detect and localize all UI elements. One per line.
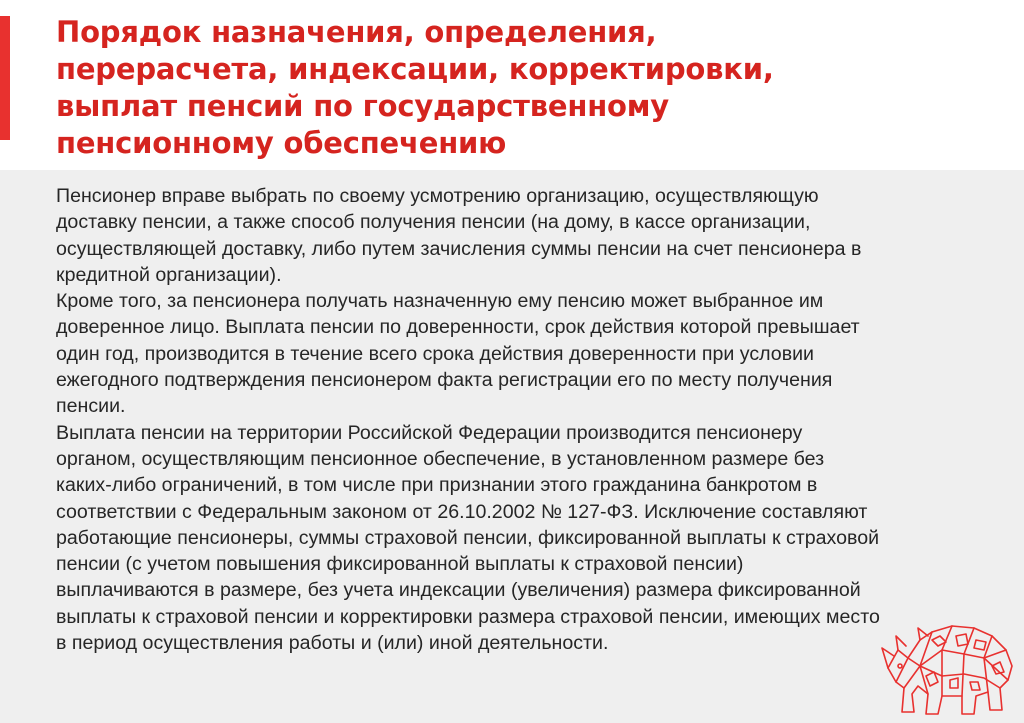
body-line: Кроме того, за пенсионера получать назначенную ему пенсию может выбранное им bbox=[56, 290, 824, 313]
title-line: Порядок назначения, определения, bbox=[56, 15, 657, 49]
body-line: органом, осуществляющим пенсионное обеспечение, в установленном размере без bbox=[56, 447, 825, 470]
body-line: соответствии с Федеральным законом от 26.10.2002 № 127-ФЗ. Исключение составляют bbox=[56, 500, 868, 523]
body-line: один год, производится в течение всего срока действия доверенности при условии bbox=[56, 342, 815, 365]
rhino-logo-icon bbox=[880, 610, 1020, 720]
body-line: Выплата пенсии на территории Российской Федерации производится пенсионеру bbox=[56, 421, 803, 444]
title-line: перерасчета, индексации, корректировки, bbox=[56, 52, 774, 86]
body-line: выплачиваются в размере, без учета индексации (увеличения) размера фиксированной bbox=[56, 579, 861, 602]
body-line: пенсии (с учетом повышения фиксированной выплаты к страховой пенсии) bbox=[56, 553, 744, 576]
body-line: Пенсионер вправе выбрать по своему усмотрению организацию, осуществляющую bbox=[56, 185, 819, 207]
title-line: выплат пенсий по государственному bbox=[56, 89, 669, 123]
body-text bbox=[56, 183, 976, 656]
accent-bar bbox=[0, 16, 10, 140]
slide-title bbox=[56, 14, 956, 162]
body-line: ежегодного подтверждения пенсионером факта регистрации его по месту получения bbox=[56, 369, 833, 392]
body-line: пенсии. bbox=[56, 395, 126, 418]
title-line: пенсионному обеспечению bbox=[56, 126, 507, 160]
body-line: в период осуществления работы и (или) иной деятельности. bbox=[56, 632, 609, 655]
body-line: работающие пенсионеры, суммы страховой пенсии, фиксированной выплаты к страховой bbox=[56, 526, 880, 549]
body-line: кредитной организации). bbox=[56, 263, 282, 286]
body-line: выплаты к страховой пенсии и корректировки размера страховой пенсии, имеющих место bbox=[56, 605, 880, 628]
body-line: доставку пенсии, а также способ получения пенсии (на дому, в кассе организации, bbox=[56, 211, 811, 234]
body-line: каких-либо ограничений, в том числе при признании этого гражданина банкротом в bbox=[56, 474, 818, 497]
body-line: доверенное лицо. Выплата пенсии по доверенности, срок действия которой превышает bbox=[56, 316, 860, 339]
body-line: осуществляющей доставку, либо путем зачисления суммы пенсии на счет пенсионера в bbox=[56, 237, 862, 260]
